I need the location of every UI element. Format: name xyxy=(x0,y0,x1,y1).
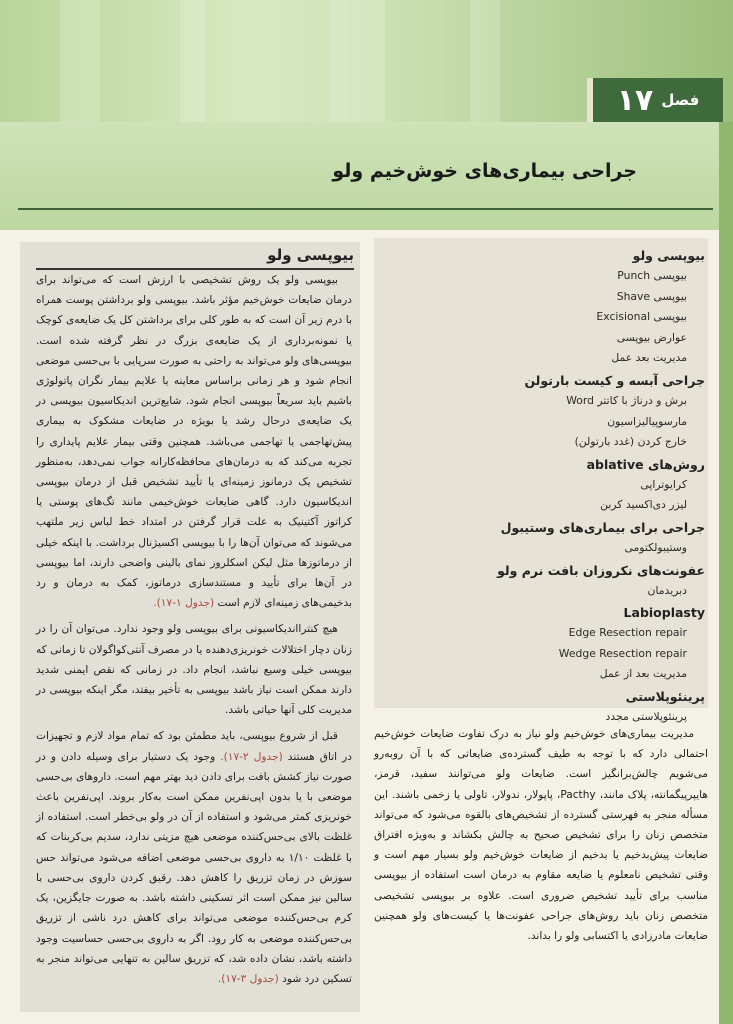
contents-heading: پرینئوپلاستی xyxy=(625,688,705,704)
paragraph: هیچ کنترااندیکاسیونی برای بیوپسی ولو وجود ندارد. می‌توان آن را در زنان دچار اختلالات خونریزی‌دهنده یا در مصرف آنتی‌کواگولان تا زمانی که بیوپسی خیلی وسیع نباشد، انجام داد. در زمانی که نقص ایمنی شدید دارند ممکن است نیاز باشد بیوپسی به تأخیر بیفتد، مگر اینکه بیوپسی در مدیریت کلی آنها حیاتی باشد. xyxy=(35,623,352,717)
contents-item: بیوپسی Excisional xyxy=(596,310,687,324)
chapter-label: فصل xyxy=(661,91,700,109)
contents-heading: جراحی آبسه و کیست بارتولن xyxy=(524,372,705,388)
paragraph: قبل از شروع بیوپسی، باید مطمئن بود که تمام مواد لازم و تجهیزات در اتاق هستند (جدول ۲-۱۷). وجود یک دستیار برای وسیله دادن و در صورت نیاز کشش بافت برای دادن دید بهتر مهم است. داروهای بی‌حسی موضعی با یا بدون اپی‌نفرین ممکن است به‌کار بروند. اپی‌نفرین باعث خونریزی کمتر می‌شود و استفاده از آن در ولو بی‌خطر است. استفاده از غلظت بالای بی‌حس‌کننده موضعی هیچ مزیتی ندارد، سدیم بی‌کربنات که با غلظت ۱/۱۰ به داروی بی‌حسی موضعی اضافه می‌شود می‌تواند حس سوزش در زمان تزریق را کاهش دهد. رقیق کردن داروی بی‌حسی با سالین نیز ممکن است اثر تسکینی داشته باشد. به صورت جایگزین، یک کرم بی‌حس‌کننده موضعی می‌تواند برای کاهش درد ناشی از تزریق بی‌حس‌کننده موضعی به کار رود. اگر به داروی بی‌حسی حساسیت وجود داشته باشد، نشان داده شد، که تزریق سالین به تنهایی می‌تواند منجر به تسکین درد شود (جدول ۳-۱۷). xyxy=(36,730,352,985)
contents-item: خارج کردن (غدد بارتولن) xyxy=(574,435,687,449)
table-reference[interactable]: (جدول ۲-۱۷). xyxy=(220,750,283,763)
contents-heading: عفونت‌های نکروزان بافت نرم ولو xyxy=(497,562,705,578)
contents-item: کرایوتراپی xyxy=(640,477,687,491)
contents-item: لیزر دی‌اکسید کربن xyxy=(600,498,687,512)
chapter-tab xyxy=(587,78,723,122)
contents-item: بیوپسی Punch xyxy=(617,269,687,282)
table-reference[interactable]: (جدول ۳-۱۷). xyxy=(217,972,279,985)
contents-item: مدیریت بعد عمل xyxy=(611,351,687,365)
contents-item: دبریدمان xyxy=(647,583,687,597)
chapter-contents xyxy=(395,244,705,728)
contents-heading: بیوپسی ولو xyxy=(632,248,705,263)
intro-paragraph: مدیریت بیماری‌های خوش‌خیم ولو نیاز به درک تفاوت ضایعات خوش‌خیم احتمالی دارد که با توجه به طیف گسترده‌ی ضایعاتی که با آن روبه‌رو می‌شویم چالش‌برانگیز است. ضایعات ولو می‌توانند سفید، قرمز، هایپرپیگمانته، پلاک مانند، Pacthy، پاپولار، ندولار، تاولی یا زخمی باشند. این مسأله منجر به فهرستی گسترده از تشخیص‌های بالقوه می‌شود که می‌تواند متخصص زنان را برای تشخیص صحیح به چالش بکشاند و به‌ویژه افتراق ضایعات پیش‌بدخیم یا بدخیم از ضایعات خوش‌خیم ولو بسیار مهم است و وقتی تشخیص نامعلوم یا ضایعه مقاوم به درمان است استفاده از بیوپسی مناسب برای تأیید تشخیص ضروری است. علاوه بر بیوپسی تشخیصی متخصص زنان باید روش‌های جراحی عفونت‌ها یا کیست‌های ولو همچنین ضایعات مادرزادی یا اکتسابی ولو را بداند. xyxy=(374,728,708,943)
contents-item: برش و درناژ با کاتتر Word xyxy=(566,393,687,407)
contents-heading: جراحی برای بیماری‌های وستیبول xyxy=(500,519,705,535)
contents-heading: روش‌های ablative xyxy=(586,456,705,472)
contents-item: مارسوپیالیزاسیون xyxy=(607,414,687,428)
contents-item: Wedge Resection repair xyxy=(558,646,687,660)
contents-item: عوارض بیوپسی xyxy=(616,330,687,344)
section-heading-text: بیوپسی ولو xyxy=(267,246,354,264)
main-text xyxy=(36,270,352,995)
paragraph: بیوپسی ولو یک روش تشخیصی با ارزش است که می‌تواند برای درمان ضایعات خوش‌خیم مؤثر باشد. بیوپسی ولو برداشتن پوست همراه با درم زیر آن است که به طور کلی برای برداشتن کل یک ضایعه‌ی کوچک یا نمونه‌برداری از یک ضایعه‌ی بزرگ در نظر گرفته شده است. بیوپسی‌های ولو می‌تواند به راحتی به صورت سرپایی با بی‌حسی موضعی انجام شود و هر زمانی براساس معاینه یا علایم بیمار نگران پاتولوژی باشیم باید سریعاً بیوپسی انجام شود. شایع‌ترین اندیکاسیون بیوپسی در یک ضایعه‌ی درحال رشد یا بویژه در ضایعات مشکوک به بیماری پیش‌تهاجمی یا تهاجمی می‌باشد. همچنین وقتی بیمار علایم پایداری را تجربه می‌کند که به درمان‌های محافظه‌کارانه جواب نمی‌دهد، به‌منظور تشخیص یک درمانوز زمینه‌ای یا تأیید تشخیص قبل از درمان بیوپسی اندیکاسیون دارد. گاهی ضایعات خوش‌خیمی مانند تگ‌های پوستی یا کراتوز آکتینیک به علت قرار گرفتن در امتداد خط لباس زیر ملتهب می‌شوند که می‌توان آن‌ها را با بیوپسی اکسیژنال برداشت. با اینکه خیلی از درماتوزها مثل لیکن اسکلروز نمای بالینی واضحی دارند، اما بیوپسی در آن‌ها برای تأیید و مستندسازی درماتوز، کمک به درمان و رد بدخیمی‌های زمینه‌ای لازم است (جدول ۱-۱۷). xyxy=(36,274,352,610)
contents-item: مدیریت بعد از عمل xyxy=(599,667,687,681)
page-title: جراحی بیماری‌های خوش‌خیم ولو xyxy=(332,160,637,182)
contents-item: پرینئوپلاستی مجدد xyxy=(605,709,687,723)
contents-heading: Labioplasty xyxy=(623,605,705,621)
section-heading xyxy=(36,246,354,270)
contents-item: بیوپسی Shave xyxy=(616,289,687,303)
table-reference[interactable]: (جدول ۱-۱۷). xyxy=(153,597,215,610)
title-rule xyxy=(18,208,713,210)
contents-item: وستیبولکتومی xyxy=(624,540,687,554)
chapter-number: ۱۷ xyxy=(616,82,654,118)
contents-item: Edge Resection repair xyxy=(568,626,687,640)
intro-text xyxy=(374,724,708,946)
page-edge xyxy=(719,122,733,1024)
